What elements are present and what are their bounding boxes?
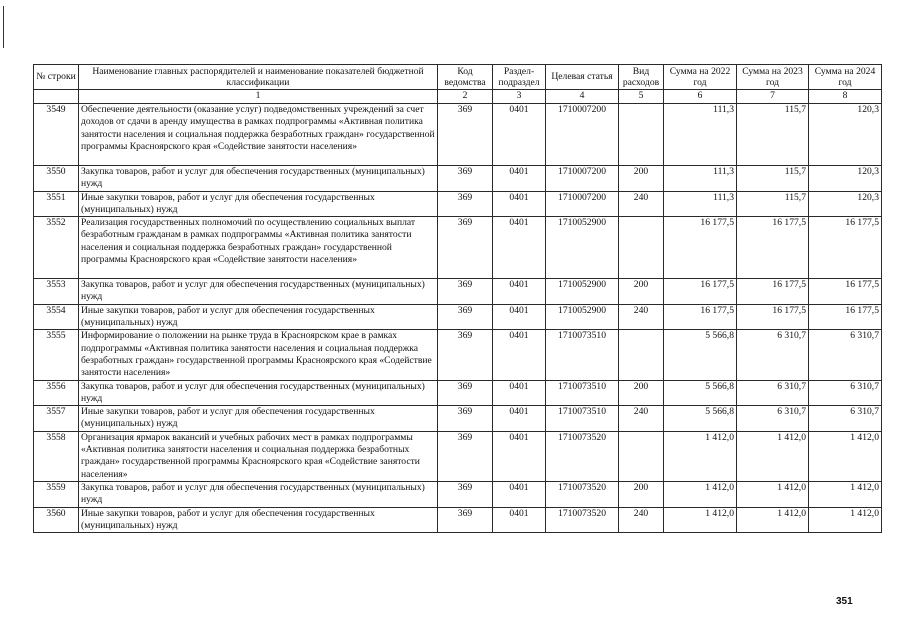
row-name: Обеспечение деятельности (оказание услуг) подведомственных учреждений за счет доходов от сдачи в аренду имущества в рамках подпрограммы «Активная политика занятости населения и социальная поддержка безработных граждан» государственной программы Красноярского края «Содействие занятости населения» <box>79 104 438 166</box>
row-target-item: 1710052900 <box>546 304 619 330</box>
table-row <box>34 330 882 380</box>
row-number: 3559 <box>34 481 79 507</box>
row-number: 3549 <box>34 104 79 166</box>
row-sum-2024: 120,3 <box>809 166 882 192</box>
col-number-6: 6 <box>664 90 737 104</box>
col-header-name: Наименование главных распорядителей и наименование показателей бюджетной классификации <box>79 65 438 90</box>
row-expense-type <box>619 330 664 380</box>
row-sum-2022: 111,3 <box>664 104 737 166</box>
row-sum-2022: 16 177,5 <box>664 217 737 279</box>
page-number: 351 <box>836 596 853 607</box>
row-sum-2022: 5 566,8 <box>664 330 737 380</box>
row-section: 0401 <box>493 481 546 507</box>
row-target-item: 1710007200 <box>546 166 619 192</box>
table-row <box>34 279 882 305</box>
col-number-2: 2 <box>438 90 493 104</box>
row-sum-2023: 1 412,0 <box>737 431 809 481</box>
row-sum-2023: 115,7 <box>737 191 809 217</box>
table-row <box>34 380 882 406</box>
row-number: 3550 <box>34 166 79 192</box>
row-department-code: 369 <box>438 279 493 305</box>
row-name: Иные закупки товаров, работ и услуг для обеспечения государственных (муниципальных) нужд <box>79 406 438 432</box>
row-sum-2024: 6 310,7 <box>809 406 882 432</box>
table-row <box>34 191 882 217</box>
row-department-code: 369 <box>438 304 493 330</box>
header-row <box>34 65 882 90</box>
row-sum-2023: 1 412,0 <box>737 507 809 533</box>
row-sum-2024: 1 412,0 <box>809 431 882 481</box>
column-number-row <box>34 90 882 104</box>
row-sum-2023: 6 310,7 <box>737 406 809 432</box>
row-number: 3554 <box>34 304 79 330</box>
col-header-row-number: № строки <box>34 65 79 90</box>
col-header-target-item: Целевая статья <box>546 65 619 90</box>
row-target-item: 1710007200 <box>546 104 619 166</box>
row-name: Иные закупки товаров, работ и услуг для обеспечения государственных (муниципальных) нужд <box>79 304 438 330</box>
row-sum-2022: 1 412,0 <box>664 431 737 481</box>
row-expense-type: 240 <box>619 191 664 217</box>
row-number: 3556 <box>34 380 79 406</box>
row-section: 0401 <box>493 304 546 330</box>
row-expense-type <box>619 217 664 279</box>
row-expense-type <box>619 431 664 481</box>
row-target-item: 1710073520 <box>546 431 619 481</box>
row-number: 3552 <box>34 217 79 279</box>
row-target-item: 1710073520 <box>546 507 619 533</box>
row-department-code: 369 <box>438 166 493 192</box>
table-row <box>34 507 882 533</box>
col-header-sum-2024: Сумма на 2024 год <box>809 65 882 90</box>
row-number: 3560 <box>34 507 79 533</box>
row-name: Закупка товаров, работ и услуг для обеспечения государственных (муниципальных) нужд <box>79 481 438 507</box>
row-sum-2024: 16 177,5 <box>809 304 882 330</box>
row-name: Закупка товаров, работ и услуг для обеспечения государственных (муниципальных) нужд <box>79 279 438 305</box>
row-target-item: 1710073510 <box>546 330 619 380</box>
row-department-code: 369 <box>438 191 493 217</box>
col-number-1: 1 <box>79 90 438 104</box>
col-number-7: 7 <box>737 90 809 104</box>
row-sum-2023: 6 310,7 <box>737 380 809 406</box>
row-target-item: 1710052900 <box>546 279 619 305</box>
row-sum-2022: 5 566,8 <box>664 380 737 406</box>
row-expense-type: 200 <box>619 380 664 406</box>
row-number: 3557 <box>34 406 79 432</box>
row-expense-type: 240 <box>619 507 664 533</box>
row-expense-type: 200 <box>619 166 664 192</box>
row-sum-2022: 111,3 <box>664 191 737 217</box>
row-sum-2024: 6 310,7 <box>809 380 882 406</box>
row-sum-2023: 6 310,7 <box>737 330 809 380</box>
row-sum-2024: 16 177,5 <box>809 217 882 279</box>
row-section: 0401 <box>493 406 546 432</box>
row-sum-2023: 16 177,5 <box>737 304 809 330</box>
row-sum-2024: 6 310,7 <box>809 330 882 380</box>
row-section: 0401 <box>493 166 546 192</box>
row-expense-type: 240 <box>619 406 664 432</box>
col-header-expense-type: Вид расходов <box>619 65 664 90</box>
row-target-item: 1710073510 <box>546 380 619 406</box>
table-row <box>34 166 882 192</box>
row-name: Реализация государственных полномочий по осуществлению социальных выплат безработным гражданам в рамках подпрограммы «Активная политика занятости населения и социальная поддержка безработных граждан» государственной программы Красноярского края «Содействие занятости населения» <box>79 217 438 279</box>
row-sum-2023: 115,7 <box>737 104 809 166</box>
row-sum-2022: 1 412,0 <box>664 481 737 507</box>
col-header-section: Раздел-подраздел <box>493 65 546 90</box>
row-sum-2023: 115,7 <box>737 166 809 192</box>
row-sum-2022: 111,3 <box>664 166 737 192</box>
row-name: Закупка товаров, работ и услуг для обеспечения государственных (муниципальных) нужд <box>79 166 438 192</box>
row-section: 0401 <box>493 507 546 533</box>
row-section: 0401 <box>493 380 546 406</box>
row-department-code: 369 <box>438 507 493 533</box>
row-department-code: 369 <box>438 330 493 380</box>
row-sum-2023: 16 177,5 <box>737 279 809 305</box>
col-number-8: 8 <box>809 90 882 104</box>
row-sum-2024: 120,3 <box>809 191 882 217</box>
row-target-item: 1710073510 <box>546 406 619 432</box>
budget-table <box>33 64 882 533</box>
col-number-4: 4 <box>546 90 619 104</box>
row-sum-2022: 1 412,0 <box>664 507 737 533</box>
col-header-sum-2023: Сумма на 2023 год <box>737 65 809 90</box>
table-row <box>34 481 882 507</box>
row-section: 0401 <box>493 217 546 279</box>
row-section: 0401 <box>493 431 546 481</box>
margin-rule <box>3 6 4 48</box>
col-header-sum-2022: Сумма на 2022 год <box>664 65 737 90</box>
row-expense-type: 200 <box>619 481 664 507</box>
col-number-0 <box>34 90 79 104</box>
col-number-3: 3 <box>493 90 546 104</box>
row-department-code: 369 <box>438 431 493 481</box>
row-expense-type: 200 <box>619 279 664 305</box>
row-name: Иные закупки товаров, работ и услуг для обеспечения государственных (муниципальных) нужд <box>79 507 438 533</box>
row-expense-type: 240 <box>619 304 664 330</box>
row-number: 3553 <box>34 279 79 305</box>
row-target-item: 1710073520 <box>546 481 619 507</box>
row-number: 3555 <box>34 330 79 380</box>
row-sum-2023: 1 412,0 <box>737 481 809 507</box>
row-name: Иные закупки товаров, работ и услуг для обеспечения государственных (муниципальных) нужд <box>79 191 438 217</box>
row-sum-2022: 5 566,8 <box>664 406 737 432</box>
row-section: 0401 <box>493 191 546 217</box>
row-section: 0401 <box>493 330 546 380</box>
row-sum-2024: 120,3 <box>809 104 882 166</box>
row-sum-2024: 16 177,5 <box>809 279 882 305</box>
table-row <box>34 217 882 279</box>
row-section: 0401 <box>493 279 546 305</box>
row-department-code: 369 <box>438 104 493 166</box>
row-department-code: 369 <box>438 481 493 507</box>
row-section: 0401 <box>493 104 546 166</box>
row-sum-2024: 1 412,0 <box>809 507 882 533</box>
row-sum-2024: 1 412,0 <box>809 481 882 507</box>
table-row <box>34 304 882 330</box>
row-target-item: 1710007200 <box>546 191 619 217</box>
row-name: Информирование о положении на рынке труда в Красноярском крае в рамках подпрограммы «Активная политика занятости населения и социальная поддержка безработных граждан» государственной программы Красноярского края «Содействие занятости населения» <box>79 330 438 380</box>
row-sum-2022: 16 177,5 <box>664 279 737 305</box>
row-number: 3551 <box>34 191 79 217</box>
row-sum-2023: 16 177,5 <box>737 217 809 279</box>
row-department-code: 369 <box>438 380 493 406</box>
row-department-code: 369 <box>438 217 493 279</box>
row-number: 3558 <box>34 431 79 481</box>
row-name: Организация ярмарок вакансий и учебных рабочих мест в рамках подпрограммы «Активная политика занятости населения и социальная поддержка безработных граждан» государственной программы Красноярского края «Содействие занятости населения» <box>79 431 438 481</box>
row-target-item: 1710052900 <box>546 217 619 279</box>
table-row <box>34 104 882 166</box>
table-row <box>34 406 882 432</box>
col-number-5: 5 <box>619 90 664 104</box>
row-expense-type <box>619 104 664 166</box>
table-row <box>34 431 882 481</box>
row-sum-2022: 16 177,5 <box>664 304 737 330</box>
row-department-code: 369 <box>438 406 493 432</box>
col-header-department-code: Код ведомства <box>438 65 493 90</box>
row-name: Закупка товаров, работ и услуг для обеспечения государственных (муниципальных) нужд <box>79 380 438 406</box>
